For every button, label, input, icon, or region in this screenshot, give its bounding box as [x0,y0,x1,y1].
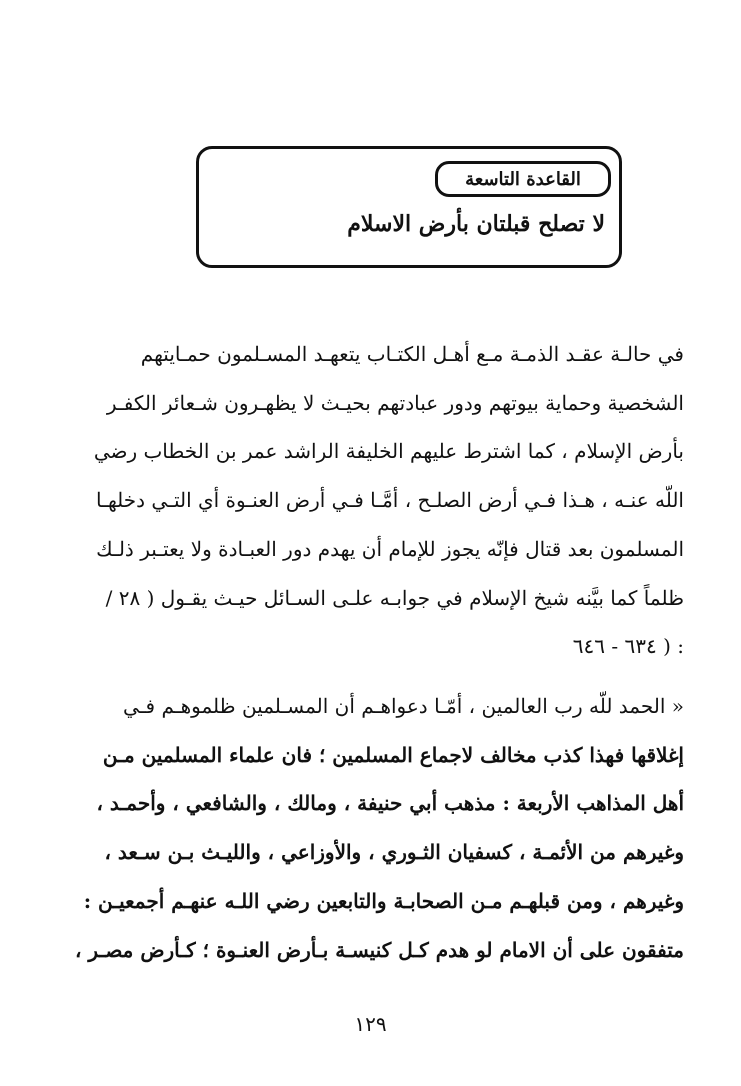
text-line: في حالـة عقـد الذمـة مـع أهـل الكتـاب يتعهـد المسـلمون حمـايتهم [140,342,684,366]
text-line: وغيرهم من الأئمـة ، كسفيان الثـوري ، والأوزاعي ، والليـث بـن سـعد ، [104,840,684,865]
text-line: اللّه عنـه ، هـذا فـي أرض الصلـح ، أمَّـا فـي أرض العنـوة أي التـي دخلهـا [96,488,684,513]
rule-heading-box [196,146,622,268]
citation-line: : ( ٦٣٤ - ٦٤٦ [572,634,684,659]
text-line: ظلماً كما بيَّنه شيخ الإسلام في جوابـه علـى السـائل حيـث يقـول ( ٢٨ / [105,585,684,610]
text-line: بأرض الإسلام ، كما اشترط عليهم الخليفة الراشد عمر بن الخطاب رضي [93,439,684,464]
text-line: الشخصية وحماية بيوتهم ودور عبادتهم بحيـث لا يظهـرون شـعائر الكفـر [106,390,684,415]
text-line: « الحمد للّه رب العالمين ، أمّـا دعواهـم أن المسـلمين ظلموهـم فـي [123,694,684,718]
text-line: إغلاقها فهذا كذب مخالف لاجماع المسلمين ؛ فان علماء المسلمين مـن [102,742,684,767]
text-line: وغيرهم ، ومن قبلهـم مـن الصحابـة والتابعين رضي اللـه عنهـم أجمعيـن : [83,888,684,913]
paragraph-intro [60,330,684,671]
rule-title: لا تصلح قبلتان بأرض الاسلام [347,211,605,237]
page-number: ١٢٩ [354,1012,387,1036]
paragraph-quote [60,682,684,974]
rule-label: القاعدة التاسعة [435,161,611,197]
text-line: المسلمون بعد قتال فإنّه يجوز للإمام أن يهدم دور العبـادة ولا يعتـبر ذلـك [96,536,684,561]
text-line: متفقون على أن الامام لو هدم كـل كنيسـة بـأرض العنـوة ؛ كـأرض مصـر ، [75,937,684,962]
text-line: أهل المذاهب الأربعة : مذهب أبي حنيفة ، ومالك ، والشافعي ، وأحمـد ، [96,791,684,816]
